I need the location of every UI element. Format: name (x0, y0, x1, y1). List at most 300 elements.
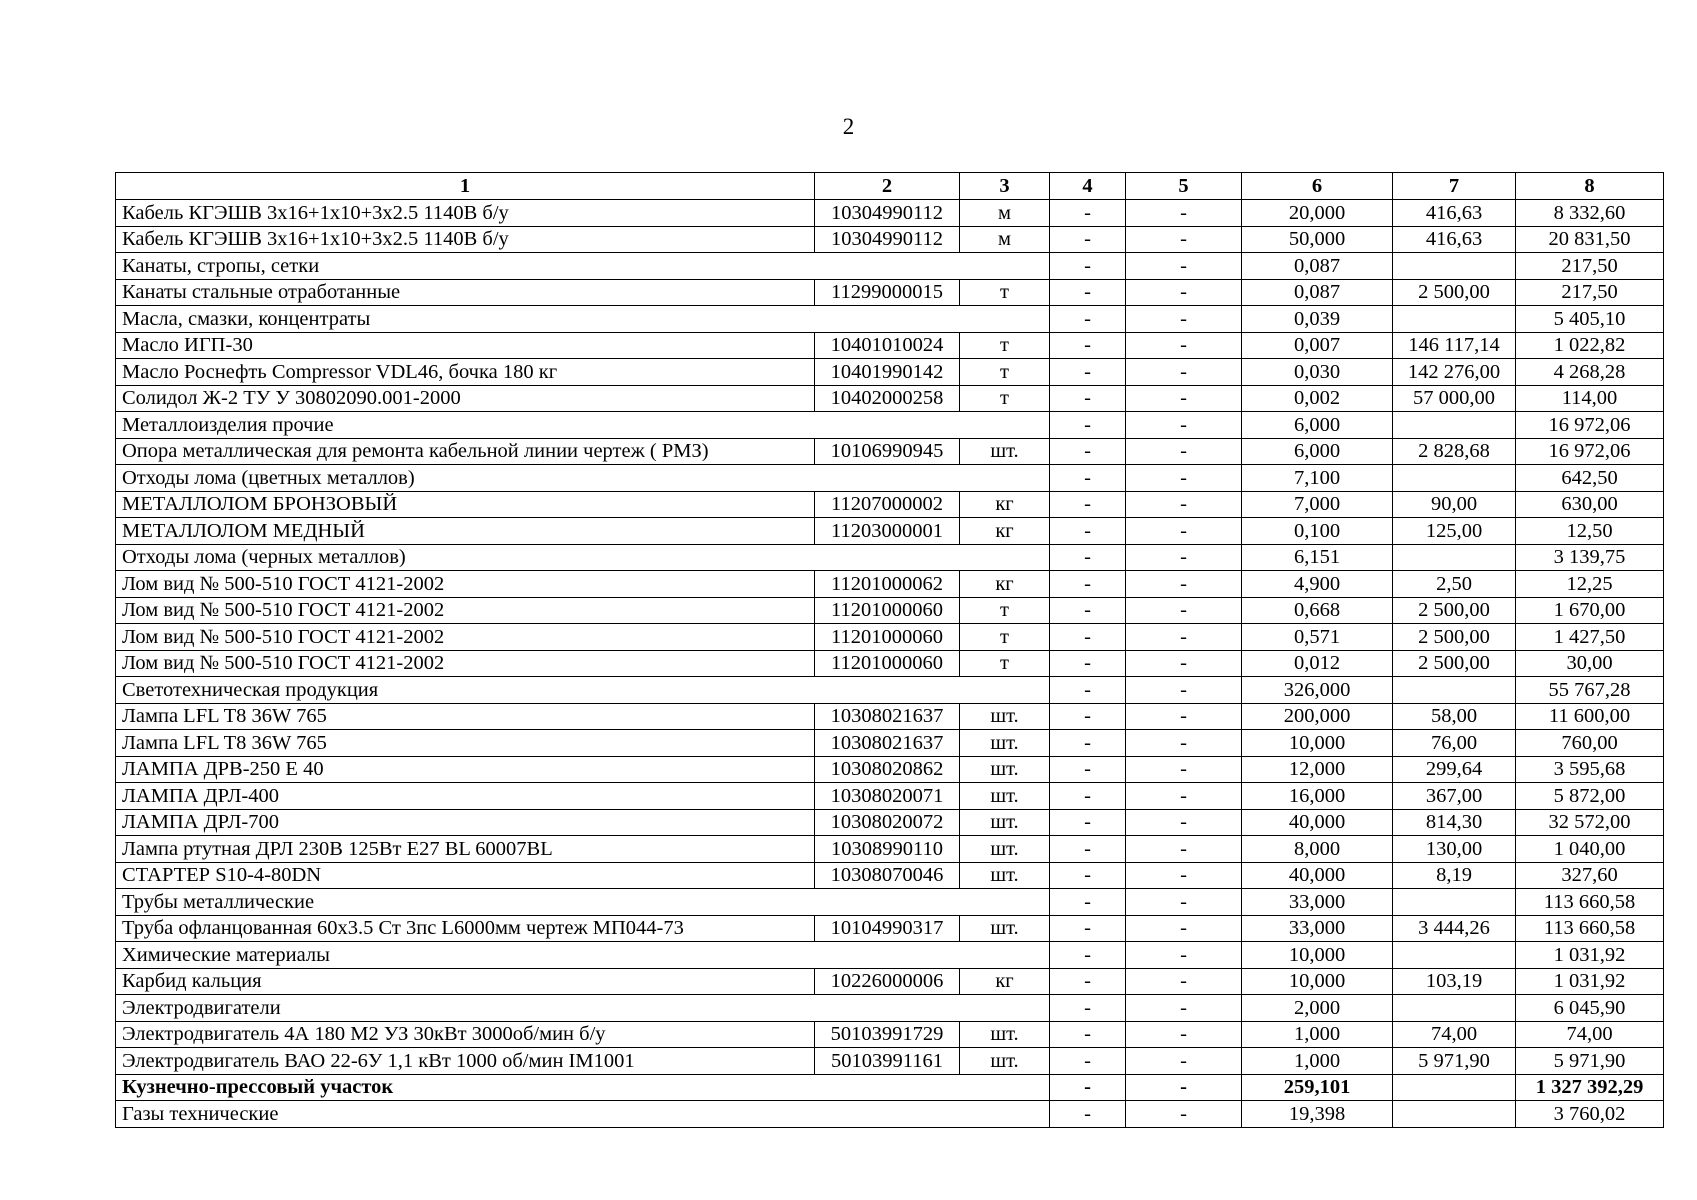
col4-cell: - (1050, 412, 1126, 439)
col5-cell: - (1126, 836, 1242, 863)
quantity-cell: 7,100 (1242, 465, 1393, 492)
quantity-cell: 6,000 (1242, 438, 1393, 465)
unit-cell: кг (960, 571, 1050, 598)
quantity-cell: 0,100 (1242, 518, 1393, 545)
price-cell: 2 500,00 (1393, 650, 1516, 677)
col4-cell: - (1050, 438, 1126, 465)
table-row (116, 571, 1664, 598)
col5-cell: - (1126, 359, 1242, 386)
name-cell: Опора металлическая для ремонта кабельной линии чертеж ( РМЗ) (116, 438, 815, 465)
sum-cell: 217,50 (1516, 253, 1664, 280)
table-row (116, 518, 1664, 545)
col5-cell: - (1126, 465, 1242, 492)
code-cell: 10104990317 (815, 915, 960, 942)
col5-cell: - (1126, 730, 1242, 757)
price-cell: 103,19 (1393, 968, 1516, 995)
price-cell (1393, 677, 1516, 704)
unit-cell: кг (960, 518, 1050, 545)
col4-cell: - (1050, 862, 1126, 889)
sum-cell: 1 040,00 (1516, 836, 1664, 863)
group-name-cell: Канаты, стропы, сетки (116, 253, 1050, 280)
name-cell: Лом вид № 500-510 ГОСТ 4121-2002 (116, 597, 815, 624)
col4-cell: - (1050, 491, 1126, 518)
unit-cell: шт. (960, 809, 1050, 836)
group-row (116, 1074, 1664, 1101)
code-cell: 10308020072 (815, 809, 960, 836)
page-number: 2 (842, 114, 855, 139)
group-name-cell: Отходы лома (цветных металлов) (116, 465, 1050, 492)
col5-cell: - (1126, 518, 1242, 545)
price-cell: 146 117,14 (1393, 332, 1516, 359)
group-row (116, 465, 1664, 492)
sum-cell: 1 031,92 (1516, 968, 1664, 995)
price-cell: 2 828,68 (1393, 438, 1516, 465)
col4-cell: - (1050, 1101, 1126, 1128)
code-cell: 10106990945 (815, 438, 960, 465)
column-header: 1 (116, 173, 815, 200)
table-row (116, 915, 1664, 942)
group-row (116, 1101, 1664, 1128)
quantity-cell: 40,000 (1242, 862, 1393, 889)
sum-cell: 1 327 392,29 (1516, 1074, 1664, 1101)
table-row (116, 809, 1664, 836)
col5-cell: - (1126, 1021, 1242, 1048)
table-row (116, 1021, 1664, 1048)
sum-cell: 1 022,82 (1516, 332, 1664, 359)
column-header: 3 (960, 173, 1050, 200)
col4-cell: - (1050, 942, 1126, 969)
sum-cell: 3 760,02 (1516, 1101, 1664, 1128)
unit-cell: шт. (960, 783, 1050, 810)
col4-cell: - (1050, 385, 1126, 412)
col4-cell: - (1050, 650, 1126, 677)
column-header: 6 (1242, 173, 1393, 200)
code-cell: 10401990142 (815, 359, 960, 386)
column-header: 4 (1050, 173, 1126, 200)
code-cell: 50103991161 (815, 1048, 960, 1075)
price-cell: 814,30 (1393, 809, 1516, 836)
col4-cell: - (1050, 1021, 1126, 1048)
col5-cell: - (1126, 889, 1242, 916)
sum-cell: 20 831,50 (1516, 226, 1664, 253)
code-cell: 10308990110 (815, 836, 960, 863)
unit-cell: шт. (960, 1021, 1050, 1048)
quantity-cell: 4,900 (1242, 571, 1393, 598)
name-cell: Лом вид № 500-510 ГОСТ 4121-2002 (116, 624, 815, 651)
unit-cell: шт. (960, 438, 1050, 465)
table-row (116, 226, 1664, 253)
col4-cell: - (1050, 253, 1126, 280)
column-header: 7 (1393, 173, 1516, 200)
group-row (116, 677, 1664, 704)
table-row (116, 597, 1664, 624)
quantity-cell: 10,000 (1242, 730, 1393, 757)
name-cell: Масло Роснефть Compressor VDL46, бочка 180 кг (116, 359, 815, 386)
table-row (116, 385, 1664, 412)
name-cell: Канаты стальные отработанные (116, 279, 815, 306)
table-row (116, 279, 1664, 306)
quantity-cell: 200,000 (1242, 703, 1393, 730)
sum-cell: 113 660,58 (1516, 915, 1664, 942)
col5-cell: - (1126, 677, 1242, 704)
group-name-cell: Металлоизделия прочие (116, 412, 1050, 439)
code-cell: 11201000060 (815, 624, 960, 651)
unit-cell: м (960, 200, 1050, 227)
table-row (116, 1048, 1664, 1075)
sum-cell: 30,00 (1516, 650, 1664, 677)
quantity-cell: 0,039 (1242, 306, 1393, 333)
col4-cell: - (1050, 279, 1126, 306)
column-header: 2 (815, 173, 960, 200)
col5-cell: - (1126, 942, 1242, 969)
table-row (116, 332, 1664, 359)
quantity-cell: 6,151 (1242, 544, 1393, 571)
col4-cell: - (1050, 677, 1126, 704)
table-row (116, 968, 1664, 995)
group-row (116, 942, 1664, 969)
col5-cell: - (1126, 1074, 1242, 1101)
col4-cell: - (1050, 756, 1126, 783)
quantity-cell: 0,002 (1242, 385, 1393, 412)
name-cell: ЛАМПА ДРЛ-700 (116, 809, 815, 836)
col4-cell: - (1050, 703, 1126, 730)
table-row (116, 862, 1664, 889)
price-cell: 125,00 (1393, 518, 1516, 545)
col5-cell: - (1126, 544, 1242, 571)
table-row (116, 783, 1664, 810)
col5-cell: - (1126, 703, 1242, 730)
col4-cell: - (1050, 200, 1126, 227)
code-cell: 11201000060 (815, 650, 960, 677)
sum-cell: 217,50 (1516, 279, 1664, 306)
name-cell: Солидол Ж-2 ТУ У 30802090.001-2000 (116, 385, 815, 412)
group-name-cell: Электродвигатели (116, 995, 1050, 1022)
col4-cell: - (1050, 1074, 1126, 1101)
group-name-cell: Химические материалы (116, 942, 1050, 969)
code-cell: 10308021637 (815, 703, 960, 730)
col4-cell: - (1050, 518, 1126, 545)
price-cell: 367,00 (1393, 783, 1516, 810)
unit-cell: т (960, 332, 1050, 359)
col5-cell: - (1126, 332, 1242, 359)
name-cell: Карбид кальция (116, 968, 815, 995)
col4-cell: - (1050, 968, 1126, 995)
col4-cell: - (1050, 332, 1126, 359)
table-row (116, 730, 1664, 757)
sum-cell: 11 600,00 (1516, 703, 1664, 730)
table-row (116, 836, 1664, 863)
name-cell: Труба офланцованная 60х3.5 Ст 3пс L6000мм чертеж МП044-73 (116, 915, 815, 942)
group-name-cell: Светотехническая продукция (116, 677, 1050, 704)
quantity-cell: 0,030 (1242, 359, 1393, 386)
col4-cell: - (1050, 571, 1126, 598)
col4-cell: - (1050, 597, 1126, 624)
table-row (116, 200, 1664, 227)
table-row (116, 624, 1664, 651)
col4-cell: - (1050, 359, 1126, 386)
col5-cell: - (1126, 1048, 1242, 1075)
sum-cell: 5 872,00 (1516, 783, 1664, 810)
group-name-cell: Газы технические (116, 1101, 1050, 1128)
price-cell (1393, 889, 1516, 916)
col4-cell: - (1050, 915, 1126, 942)
column-header: 8 (1516, 173, 1664, 200)
name-cell: МЕТАЛЛОЛОМ МЕДНЫЙ (116, 518, 815, 545)
quantity-cell: 0,007 (1242, 332, 1393, 359)
col4-cell: - (1050, 836, 1126, 863)
code-cell: 10308020862 (815, 756, 960, 783)
code-cell: 10308070046 (815, 862, 960, 889)
sum-cell: 74,00 (1516, 1021, 1664, 1048)
sum-cell: 1 427,50 (1516, 624, 1664, 651)
col5-cell: - (1126, 597, 1242, 624)
quantity-cell: 16,000 (1242, 783, 1393, 810)
code-cell: 10401010024 (815, 332, 960, 359)
price-cell: 76,00 (1393, 730, 1516, 757)
unit-cell: т (960, 650, 1050, 677)
table-row (116, 438, 1664, 465)
quantity-cell: 259,101 (1242, 1074, 1393, 1101)
unit-cell: т (960, 385, 1050, 412)
price-cell (1393, 1101, 1516, 1128)
column-header: 5 (1126, 173, 1242, 200)
price-cell: 5 971,90 (1393, 1048, 1516, 1075)
unit-cell: т (960, 279, 1050, 306)
name-cell: Лом вид № 500-510 ГОСТ 4121-2002 (116, 650, 815, 677)
unit-cell: шт. (960, 1048, 1050, 1075)
col4-cell: - (1050, 544, 1126, 571)
table-row (116, 359, 1664, 386)
col5-cell: - (1126, 862, 1242, 889)
price-cell (1393, 412, 1516, 439)
sum-cell: 4 268,28 (1516, 359, 1664, 386)
quantity-cell: 50,000 (1242, 226, 1393, 253)
unit-cell: кг (960, 968, 1050, 995)
quantity-cell: 0,668 (1242, 597, 1393, 624)
name-cell: МЕТАЛЛОЛОМ БРОНЗОВЫЙ (116, 491, 815, 518)
table-row (116, 491, 1664, 518)
col4-cell: - (1050, 1048, 1126, 1075)
code-cell: 10226000006 (815, 968, 960, 995)
name-cell: Лом вид № 500-510 ГОСТ 4121-2002 (116, 571, 815, 598)
col5-cell: - (1126, 1101, 1242, 1128)
price-cell: 2 500,00 (1393, 597, 1516, 624)
sum-cell: 642,50 (1516, 465, 1664, 492)
code-cell: 10304990112 (815, 226, 960, 253)
group-row (116, 306, 1664, 333)
price-cell (1393, 995, 1516, 1022)
code-cell: 11207000002 (815, 491, 960, 518)
group-name-cell: Кузнечно-прессовый участок (116, 1074, 1050, 1101)
sum-cell: 114,00 (1516, 385, 1664, 412)
price-cell: 8,19 (1393, 862, 1516, 889)
quantity-cell: 1,000 (1242, 1021, 1393, 1048)
quantity-cell: 1,000 (1242, 1048, 1393, 1075)
code-cell: 10402000258 (815, 385, 960, 412)
table-row (116, 756, 1664, 783)
sum-cell: 760,00 (1516, 730, 1664, 757)
sum-cell: 8 332,60 (1516, 200, 1664, 227)
unit-cell: шт. (960, 836, 1050, 863)
sum-cell: 16 972,06 (1516, 438, 1664, 465)
unit-cell: кг (960, 491, 1050, 518)
col5-cell: - (1126, 200, 1242, 227)
col4-cell: - (1050, 730, 1126, 757)
sum-cell: 12,25 (1516, 571, 1664, 598)
sum-cell: 113 660,58 (1516, 889, 1664, 916)
sum-cell: 16 972,06 (1516, 412, 1664, 439)
name-cell: ЛАМПА ДРВ-250 Е 40 (116, 756, 815, 783)
col4-cell: - (1050, 226, 1126, 253)
col5-cell: - (1126, 756, 1242, 783)
quantity-cell: 40,000 (1242, 809, 1393, 836)
name-cell: Кабель КГЭШВ 3х16+1х10+3х2.5 1140В б/у (116, 200, 815, 227)
quantity-cell: 19,398 (1242, 1101, 1393, 1128)
price-cell: 3 444,26 (1393, 915, 1516, 942)
col5-cell: - (1126, 624, 1242, 651)
price-cell: 57 000,00 (1393, 385, 1516, 412)
price-cell: 2,50 (1393, 571, 1516, 598)
group-row (116, 412, 1664, 439)
name-cell: Электродвигатель ВАО 22-6У 1,1 кВт 1000 об/мин IM1001 (116, 1048, 815, 1075)
group-row (116, 253, 1664, 280)
col4-cell: - (1050, 624, 1126, 651)
price-cell (1393, 306, 1516, 333)
sum-cell: 12,50 (1516, 518, 1664, 545)
col5-cell: - (1126, 995, 1242, 1022)
unit-cell: т (960, 359, 1050, 386)
group-name-cell: Масла, смазки, концентраты (116, 306, 1050, 333)
quantity-cell: 0,087 (1242, 253, 1393, 280)
sum-cell: 3 139,75 (1516, 544, 1664, 571)
name-cell: Кабель КГЭШВ 3х16+1х10+3х2.5 1140В б/у (116, 226, 815, 253)
sum-cell: 3 595,68 (1516, 756, 1664, 783)
inventory-table (115, 172, 1664, 1128)
sum-cell: 630,00 (1516, 491, 1664, 518)
price-cell (1393, 465, 1516, 492)
col5-cell: - (1126, 809, 1242, 836)
col5-cell: - (1126, 412, 1242, 439)
col5-cell: - (1126, 783, 1242, 810)
name-cell: Лампа LFL T8 36W 765 (116, 730, 815, 757)
col4-cell: - (1050, 995, 1126, 1022)
unit-cell: шт. (960, 730, 1050, 757)
quantity-cell: 33,000 (1242, 889, 1393, 916)
col4-cell: - (1050, 306, 1126, 333)
quantity-cell: 0,571 (1242, 624, 1393, 651)
price-cell: 130,00 (1393, 836, 1516, 863)
col5-cell: - (1126, 226, 1242, 253)
name-cell: Электродвигатель 4А 180 М2 УЗ 30кВт 3000об/мин б/у (116, 1021, 815, 1048)
code-cell: 10304990112 (815, 200, 960, 227)
table-body (116, 200, 1664, 1128)
price-cell (1393, 253, 1516, 280)
price-cell: 142 276,00 (1393, 359, 1516, 386)
name-cell: ЛАМПА ДРЛ-400 (116, 783, 815, 810)
quantity-cell: 0,012 (1242, 650, 1393, 677)
quantity-cell: 0,087 (1242, 279, 1393, 306)
price-cell: 90,00 (1393, 491, 1516, 518)
price-cell (1393, 1074, 1516, 1101)
price-cell: 416,63 (1393, 200, 1516, 227)
sum-cell: 6 045,90 (1516, 995, 1664, 1022)
col4-cell: - (1050, 889, 1126, 916)
col5-cell: - (1126, 438, 1242, 465)
price-cell (1393, 544, 1516, 571)
unit-cell: шт. (960, 756, 1050, 783)
quantity-cell: 33,000 (1242, 915, 1393, 942)
group-row (116, 889, 1664, 916)
col5-cell: - (1126, 306, 1242, 333)
col5-cell: - (1126, 253, 1242, 280)
sum-cell: 1 031,92 (1516, 942, 1664, 969)
quantity-cell: 2,000 (1242, 995, 1393, 1022)
code-cell: 50103991729 (815, 1021, 960, 1048)
price-cell: 58,00 (1393, 703, 1516, 730)
table-header-row (116, 173, 1664, 200)
name-cell: Масло ИГП-30 (116, 332, 815, 359)
unit-cell: шт. (960, 915, 1050, 942)
group-name-cell: Трубы металлические (116, 889, 1050, 916)
sum-cell: 5 405,10 (1516, 306, 1664, 333)
col4-cell: - (1050, 465, 1126, 492)
code-cell: 11201000060 (815, 597, 960, 624)
group-name-cell: Отходы лома (черных металлов) (116, 544, 1050, 571)
quantity-cell: 6,000 (1242, 412, 1393, 439)
sum-cell: 32 572,00 (1516, 809, 1664, 836)
code-cell: 10308020071 (815, 783, 960, 810)
quantity-cell: 20,000 (1242, 200, 1393, 227)
code-cell: 11203000001 (815, 518, 960, 545)
price-cell: 2 500,00 (1393, 279, 1516, 306)
col5-cell: - (1126, 279, 1242, 306)
name-cell: Лампа LFL T8 36W 765 (116, 703, 815, 730)
unit-cell: шт. (960, 862, 1050, 889)
quantity-cell: 12,000 (1242, 756, 1393, 783)
col5-cell: - (1126, 968, 1242, 995)
sum-cell: 5 971,90 (1516, 1048, 1664, 1075)
unit-cell: шт. (960, 703, 1050, 730)
price-cell: 74,00 (1393, 1021, 1516, 1048)
col4-cell: - (1050, 809, 1126, 836)
quantity-cell: 10,000 (1242, 942, 1393, 969)
sum-cell: 1 670,00 (1516, 597, 1664, 624)
unit-cell: т (960, 624, 1050, 651)
quantity-cell: 7,000 (1242, 491, 1393, 518)
table-row (116, 703, 1664, 730)
unit-cell: т (960, 597, 1050, 624)
name-cell: Лампа ртутная ДРЛ 230В 125Вт Е27 BL 60007BL (116, 836, 815, 863)
quantity-cell: 10,000 (1242, 968, 1393, 995)
col4-cell: - (1050, 783, 1126, 810)
name-cell: СТАРТЕР S10-4-80DN (116, 862, 815, 889)
col5-cell: - (1126, 385, 1242, 412)
col5-cell: - (1126, 571, 1242, 598)
quantity-cell: 8,000 (1242, 836, 1393, 863)
table-row (116, 650, 1664, 677)
price-cell: 299,64 (1393, 756, 1516, 783)
code-cell: 11299000015 (815, 279, 960, 306)
group-row (116, 995, 1664, 1022)
quantity-cell: 326,000 (1242, 677, 1393, 704)
price-cell: 2 500,00 (1393, 624, 1516, 651)
sum-cell: 327,60 (1516, 862, 1664, 889)
sum-cell: 55 767,28 (1516, 677, 1664, 704)
col5-cell: - (1126, 650, 1242, 677)
price-cell (1393, 942, 1516, 969)
code-cell: 10308021637 (815, 730, 960, 757)
code-cell: 11201000062 (815, 571, 960, 598)
